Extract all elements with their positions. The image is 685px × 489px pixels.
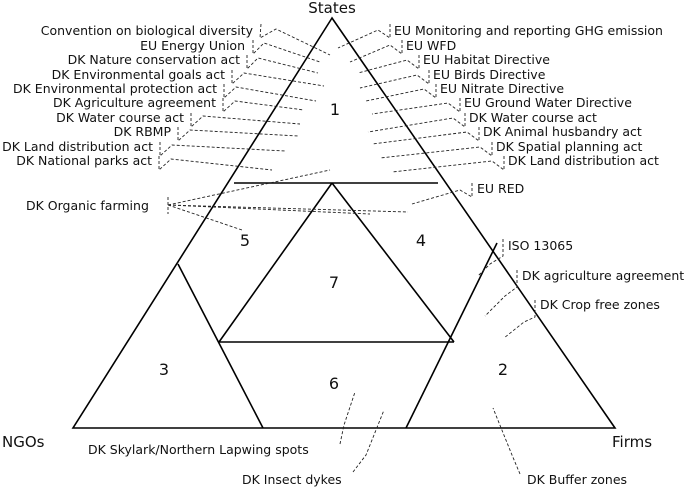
label-eu-energy-union: EU Energy Union bbox=[140, 38, 245, 53]
leader-line bbox=[353, 410, 384, 472]
label-dk-water-course-act-left: DK Water course act bbox=[56, 110, 184, 125]
label-dk-environmental-protection-act: DK Environmental protection act bbox=[13, 81, 217, 96]
label-eu-habitat-directive: EU Habitat Directive bbox=[423, 52, 550, 67]
inner-triangle-right bbox=[332, 183, 454, 342]
leader-line bbox=[485, 270, 517, 316]
label-iso-13065: ISO 13065 bbox=[508, 238, 574, 253]
leader-line bbox=[224, 84, 316, 101]
label-dk-organic-farming: DK Organic farming bbox=[26, 198, 149, 213]
leader-line bbox=[191, 113, 300, 127]
corner-label-firms: Firms bbox=[612, 433, 653, 451]
label-dk-national-parks-act: DK National parks act bbox=[16, 153, 152, 168]
leader-line bbox=[392, 156, 504, 172]
label-dk-insect-dykes: DK Insect dykes bbox=[242, 472, 342, 487]
leader-line bbox=[232, 70, 324, 86]
leader-line bbox=[168, 205, 408, 212]
leader-line bbox=[366, 84, 436, 101]
leader-line bbox=[412, 183, 472, 204]
leader-line bbox=[338, 24, 390, 48]
leader-line bbox=[493, 408, 520, 474]
region-3: 3 bbox=[158, 360, 170, 379]
label-eu-ground-water-directive: EU Ground Water Directive bbox=[464, 95, 632, 110]
label-eu-birds-directive: EU Birds Directive bbox=[433, 67, 546, 82]
label-eu-nitrate-directive: EU Nitrate Directive bbox=[440, 81, 565, 96]
label-eu-wfd: EU WFD bbox=[406, 38, 457, 53]
label-dk-agriculture-agreement: DK Agriculture agreement bbox=[52, 95, 216, 110]
leader-line bbox=[178, 127, 298, 141]
leader-line bbox=[372, 98, 460, 114]
region-4: 4 bbox=[415, 231, 427, 250]
label-dk-spatial-planning-act: DK Spatial planning act bbox=[496, 139, 643, 154]
region-1: 1 bbox=[329, 100, 341, 119]
region-6: 6 bbox=[328, 374, 340, 393]
leader-line bbox=[260, 24, 330, 55]
label-eu-red: EU RED bbox=[477, 181, 525, 196]
region-7: 7 bbox=[328, 273, 340, 292]
leader-line bbox=[340, 392, 355, 444]
label-dk-rbmp: DK RBMP bbox=[113, 124, 171, 139]
leader-line bbox=[160, 142, 285, 156]
label-convention-biological-diversity: Convention on biological diversity bbox=[40, 23, 253, 38]
label-dk-agriculture-agreement-firms: DK agriculture agreement bbox=[522, 268, 685, 283]
leader-line bbox=[372, 127, 479, 144]
label-dk-skylark-lapwing-spots: DK Skylark/Northern Lapwing spots bbox=[88, 442, 309, 457]
corner-label-states: States bbox=[308, 0, 356, 17]
leader-line bbox=[253, 40, 320, 62]
label-dk-nature-conservation-act: DK Nature conservation act bbox=[67, 52, 240, 67]
label-dk-environmental-goals-act: DK Environmental goals act bbox=[51, 67, 225, 82]
leader-line bbox=[223, 98, 304, 112]
corner-label-ngos: NGOs bbox=[2, 433, 45, 451]
leader-line bbox=[368, 113, 465, 132]
label-dk-land-distribution-act-left: DK Land distribution act bbox=[2, 139, 153, 154]
leader-line bbox=[168, 170, 330, 205]
label-dk-land-distribution-act-right: DK Land distribution act bbox=[508, 153, 659, 168]
label-dk-animal-husbandry-act: DK Animal husbandry act bbox=[483, 124, 642, 139]
region-5: 5 bbox=[239, 231, 251, 250]
label-dk-water-course-act-right: DK Water course act bbox=[469, 110, 597, 125]
leader-line bbox=[159, 156, 272, 170]
leader-line bbox=[168, 205, 242, 230]
leader-line bbox=[380, 142, 492, 158]
leader-line bbox=[350, 40, 402, 62]
label-eu-monitoring-ghg: EU Monitoring and reporting GHG emission bbox=[394, 23, 663, 38]
leader-line bbox=[358, 55, 419, 73]
label-dk-buffer-zones: DK Buffer zones bbox=[527, 472, 628, 487]
region-2: 2 bbox=[497, 360, 509, 379]
ngo-divider bbox=[178, 264, 263, 428]
leader-line bbox=[168, 205, 370, 214]
label-dk-crop-free-zones: DK Crop free zones bbox=[540, 297, 660, 312]
